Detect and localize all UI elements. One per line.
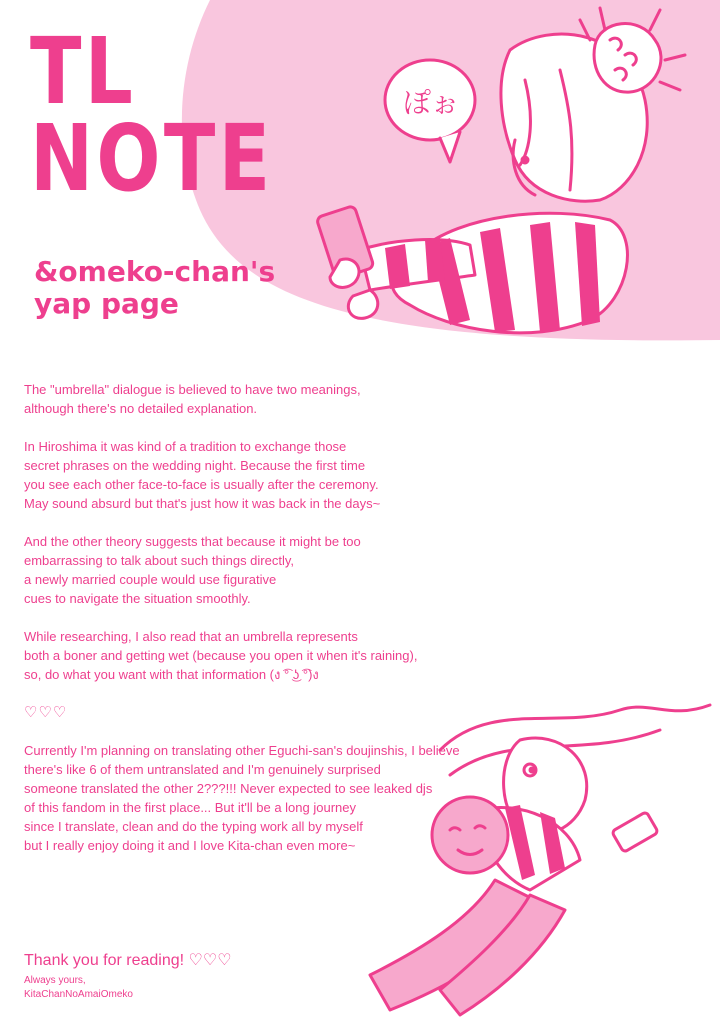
paragraph-4: While researching, I also read that an umbrella represents both a boner and getting wet (because you open it when it's raining), so, do what you want with that information (ง ͡° ͜ʖ ͡°)ง	[24, 629, 418, 682]
page-title	[30, 18, 327, 213]
hearts-divider: ♡♡♡	[24, 704, 68, 721]
signature-name: KitaChanNoAmaiOmeko	[24, 989, 133, 1000]
title-line-1: TL	[30, 18, 137, 125]
page-subtitle	[34, 256, 275, 320]
girl-lying-down-illustration	[330, 690, 720, 1030]
speech-bubble-text: ぽぉ	[403, 86, 460, 119]
subtitle-line-1: &omeko-chan's	[34, 255, 276, 288]
signature	[24, 974, 133, 1002]
paragraph-3: And the other theory suggests that because it might be too embarrassing to talk about such things directly, a newly married couple would use figurative cues to navigate the situation smoothly.	[24, 534, 361, 606]
signature-line-1: Always yours,	[24, 975, 86, 986]
thank-you-text: Thank you for reading! ♡♡♡	[24, 952, 232, 969]
closing-paragraph: Currently I'm planning on translating other Eguchi-san's doujinshis, I believe there's like 6 of them untranslated and I'm genuinely surprised someone translated the other 2???!!! Never expected to see leaked djs of this fandom in the first place... But it'll be a long journey since I translate, clean and do the typing work all by myself but I really enjoy doing it and I love Kita-chan even more~	[24, 743, 460, 853]
girl-with-phone-illustration	[300, 0, 720, 360]
paragraph-2: In Hiroshima it was kind of a tradition to exchange those secret phrases on the wedding night. Because the first time you see each other face-to-face is usually after the ceremony. May sound absurd but that's just how it was back in the days~	[24, 439, 381, 511]
title-line-2: NOTE	[30, 105, 274, 213]
paragraph-1: The "umbrella" dialogue is believed to have two meanings, although there's no detailed explanation.	[24, 382, 361, 416]
subtitle-line-2: yap page	[34, 287, 179, 321]
